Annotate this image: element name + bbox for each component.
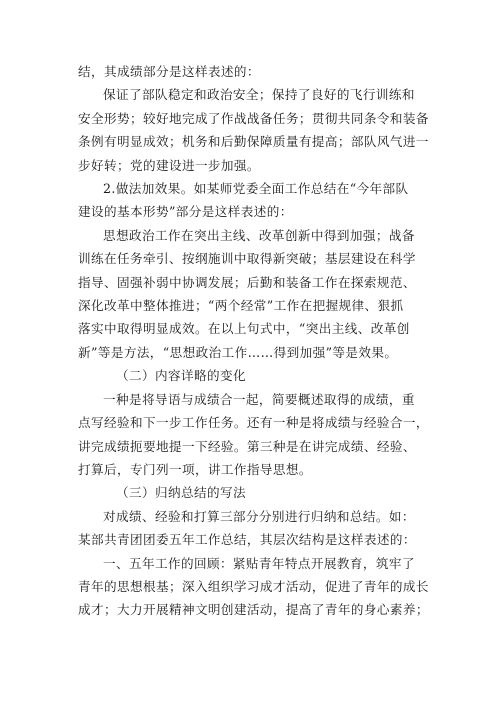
text-line: 落实中取得明显成效。在以上句式中，“突出主线、改革创 bbox=[78, 321, 410, 337]
text-line: 新”等是方法，“思想政治工作……得到加强”等是效果。 bbox=[78, 344, 398, 360]
text-line: 建设的基本形势”部分是这样表述的： bbox=[78, 204, 293, 220]
text-line: 步好转；党的建设进一步加强。 bbox=[78, 157, 260, 173]
document-body bbox=[78, 60, 430, 622]
text-line: 条例有明显成效；机务和后勤保障质量有提高；部队风气进一 bbox=[78, 134, 429, 150]
text-line: 深化改革中整体推进；“两个经常”工作在把握规律、狠抓 bbox=[78, 298, 404, 314]
text-line: 讲完成绩扼要地提一下经验。第三种是在讲完成绩、经验、 bbox=[78, 438, 416, 454]
text-line: 保证了部队稳定和政治安全；保持了良好的飞行训练和 bbox=[103, 87, 415, 103]
text-line: 思想政治工作在突出主线、改革创新中得到加强；战备 bbox=[103, 227, 415, 243]
text-line: 安全形势；较好地完成了作战战备任务；贯彻共同条令和装备 bbox=[78, 110, 429, 126]
text-line: 成才；大力开展精神文明创建活动，提高了青年的身心素养； bbox=[78, 602, 429, 618]
text-line: 训练在任务牵引、按纲施训中取得新突破；基层建设在科学 bbox=[78, 251, 416, 267]
text-line: 对成绩、经验和打算三部分分别进行归纳和总结。如： bbox=[103, 508, 415, 524]
text-line: 一种是将导语与成绩合一起，简要概述取得的成绩，重 bbox=[103, 391, 415, 407]
text-line: 点写经验和下一步工作任务。还有一种是将成绩与经验合一， bbox=[78, 415, 429, 431]
text-line: 指导、固强补弱中协调发展；后勤和装备工作在探索规范、 bbox=[78, 274, 416, 290]
text-line: 某部共青团团委五年工作总结，其层次结构是这样表述的： bbox=[78, 532, 416, 548]
text-line: 青年的思想根基；深入组织学习成才活动，促进了青年的成长 bbox=[78, 578, 429, 594]
section-heading: （三）归纳总结的写法 bbox=[116, 485, 246, 501]
text-line: 打算后，专门列一项，讲工作指导思想。 bbox=[78, 461, 312, 477]
text-line: 2.做法加效果。如某师党委全面工作总结在“今年部队 bbox=[103, 181, 409, 197]
text-line: 结，其成绩部分是这样表述的： bbox=[78, 64, 260, 79]
section-heading: （二）内容详略的变化 bbox=[116, 368, 246, 384]
text-line: 一、五年工作的回顾：紧贴青年特点开展教育，筑牢了 bbox=[103, 555, 415, 571]
